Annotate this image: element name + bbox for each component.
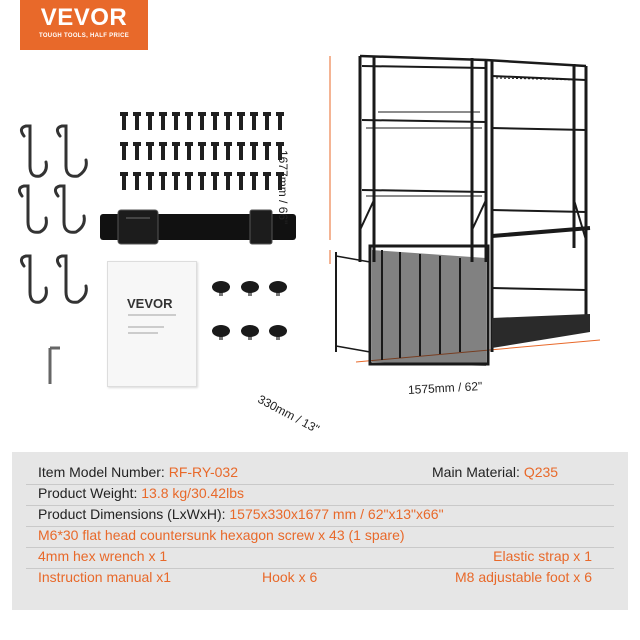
depth-dimension-label: 330mm / 13" xyxy=(255,392,322,437)
manual-text-line xyxy=(128,332,158,334)
strap-text: Elastic strap x 1 xyxy=(493,548,592,564)
screw-icon xyxy=(263,112,271,130)
screw-icon xyxy=(172,172,180,190)
adjustable-foot-icon xyxy=(269,325,287,340)
screw-icon xyxy=(133,142,141,160)
screw-icon xyxy=(120,112,128,130)
screws-group xyxy=(120,112,284,190)
logo-tagline: TOUGH TOOLS, HALF PRICE xyxy=(38,33,129,39)
screw-icon xyxy=(146,172,154,190)
screw-icon xyxy=(263,142,271,160)
screw-icon xyxy=(237,112,245,130)
hook-icon xyxy=(21,126,46,176)
weight-label: Product Weight: xyxy=(38,485,138,501)
dims-label: Product Dimensions (LxWxH): xyxy=(38,506,226,522)
hook-icon xyxy=(19,186,46,232)
screw-icon xyxy=(146,112,154,130)
screw-icon xyxy=(159,172,167,190)
logo-brand-name: VEVOR xyxy=(40,4,128,31)
material-label: Main Material: xyxy=(432,464,520,480)
wrench-text: 4mm hex wrench x 1 xyxy=(38,548,168,564)
adjustable-foot-icon xyxy=(241,325,259,340)
manual-text-line xyxy=(128,326,164,328)
screw-icon xyxy=(172,142,180,160)
hook-text: Hook x 6 xyxy=(262,569,318,585)
screw-icon xyxy=(250,142,258,160)
spec-row-wrench xyxy=(12,548,628,569)
screw-icon xyxy=(211,172,219,190)
screw-icon xyxy=(237,142,245,160)
screw-icon xyxy=(159,142,167,160)
screw-icon xyxy=(185,172,193,190)
screw-icon xyxy=(250,172,258,190)
adjustable-foot-icon xyxy=(269,281,287,296)
screw-icon xyxy=(185,112,193,130)
screw-text: M6*30 flat head countersunk hexagon screw x 43 (1 spare) xyxy=(38,527,405,543)
screw-icon xyxy=(198,112,206,130)
elastic-strap-icon xyxy=(100,210,296,244)
width-dimension-label: 1575mm / 62" xyxy=(407,379,483,397)
model-value: RF-RY-032 xyxy=(168,464,238,480)
adjustable-feet-group xyxy=(212,281,287,340)
screw-icon xyxy=(224,112,232,130)
hex-wrench-icon xyxy=(50,348,60,384)
dims-value: 1575x330x1677 mm / 62"x13"x66" xyxy=(229,506,444,522)
hook-icon xyxy=(57,256,86,302)
screw-icon xyxy=(211,112,219,130)
hook-icon xyxy=(57,126,86,176)
specs-panel xyxy=(12,452,628,610)
manual-text-line xyxy=(128,314,176,316)
hook-icon xyxy=(55,186,84,232)
screw-icon xyxy=(276,112,284,130)
manual-text: Instruction manual x1 xyxy=(38,569,172,585)
bottom-mesh-shelf xyxy=(492,314,590,348)
screw-icon xyxy=(250,112,258,130)
screw-icon xyxy=(224,142,232,160)
spec-row-manual xyxy=(12,569,628,590)
screw-icon xyxy=(224,172,232,190)
adjustable-foot-icon xyxy=(212,325,230,340)
model-label: Item Model Number: xyxy=(38,464,165,480)
screw-icon xyxy=(172,112,180,130)
weight-value: 13.8 kg/30.42lbs xyxy=(141,485,244,501)
adjustable-foot-icon xyxy=(241,281,259,296)
screw-icon xyxy=(237,172,245,190)
hooks-group xyxy=(19,126,86,302)
manual-icon xyxy=(107,261,197,387)
screw-icon xyxy=(120,172,128,190)
screw-icon xyxy=(185,142,193,160)
spec-row-model xyxy=(12,464,628,485)
spec-row-weight xyxy=(12,485,628,506)
screw-icon xyxy=(211,142,219,160)
screw-icon xyxy=(120,142,128,160)
manual-brand: VEVOR xyxy=(127,296,173,311)
foot-text: M8 adjustable foot x 6 xyxy=(455,569,592,585)
screw-icon xyxy=(198,142,206,160)
screw-icon xyxy=(133,112,141,130)
screw-icon xyxy=(159,112,167,130)
material-value: Q235 xyxy=(523,464,559,480)
spec-row-dimensions xyxy=(12,506,628,527)
screw-icon xyxy=(146,142,154,160)
screw-icon xyxy=(133,172,141,190)
spec-row-screw xyxy=(12,527,628,548)
screw-icon xyxy=(198,172,206,190)
screw-icon xyxy=(263,172,271,190)
height-dimension-label: 1677mm / 66" xyxy=(276,150,290,225)
adjustable-foot-icon xyxy=(212,281,230,296)
ball-cage-bag xyxy=(372,250,486,366)
hook-icon xyxy=(21,256,46,302)
